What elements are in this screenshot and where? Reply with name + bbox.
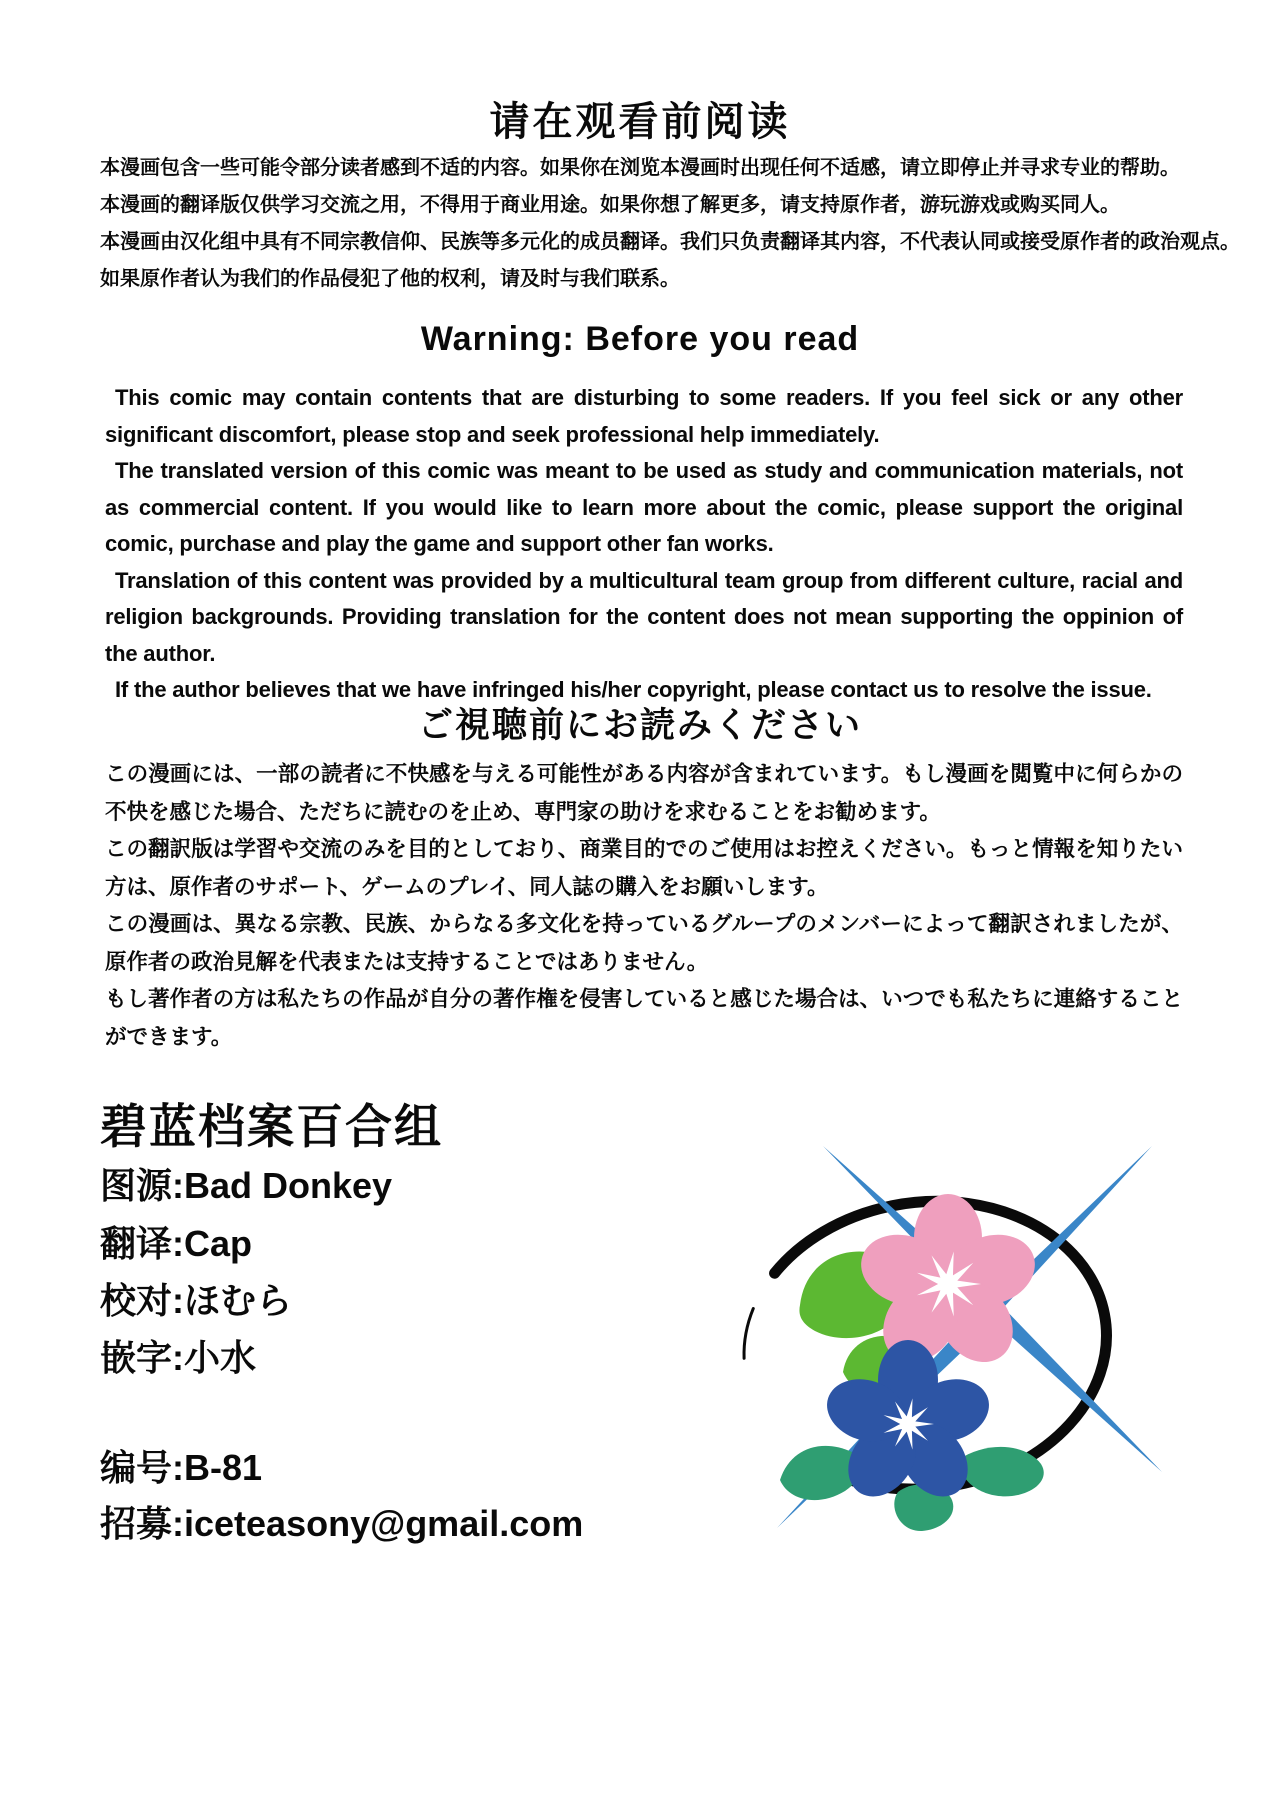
credit-typesetter: 嵌字:小水: [100, 1337, 256, 1378]
group-flower-logo-icon: [700, 1120, 1220, 1550]
japanese-paragraph: この漫画には、一部の読者に不快感を与える可能性がある内容が含まれています。もし漫画を閲覧中に何らかの不快を感じた場合、ただちに読むのを止め、専門家の助けを求むることをお勧めます。: [105, 762, 1183, 824]
english-paragraphs: [105, 380, 1183, 709]
chinese-paragraph: 本漫画由汉化组中具有不同宗教信仰、民族等多元化的成员翻译。我们只负责翻译其内容，不代表认同或接受原作者的政治观点。: [100, 231, 1240, 253]
chinese-paragraph: 本漫画的翻译版仅供学习交流之用，不得用于商业用途。如果你想了解更多，请支持原作者，游玩游戏或购买同人。: [100, 194, 1120, 216]
credit-translator: 翻译:Cap: [100, 1223, 252, 1264]
japanese-paragraphs: [105, 756, 1183, 1056]
logo-ring-thin-arc: [737, 1309, 760, 1359]
chinese-paragraph: 本漫画包含一些可能令部分读者感到不适的内容。如果你在浏览本漫画时出现任何不适感，请立即停止并寻求专业的帮助。: [100, 157, 1180, 179]
credit-serial-number: 编号:B-81: [100, 1447, 263, 1488]
japanese-title: ご視聴前にお読みください: [417, 706, 862, 745]
japanese-paragraph: もし著作者の方は私たちの作品が自分の著作権を侵害していると感じた場合は、いつでも私たちに連絡することができます。: [105, 987, 1183, 1049]
group-name: 碧蓝档案百合组: [100, 1100, 443, 1153]
english-title: Warning: Before you read: [420, 320, 860, 358]
english-paragraph: If the author believes that we have infringed his/her copyright, please contact us to resolve the issue.: [115, 677, 1152, 702]
chinese-title: 请在观看前阅读: [489, 100, 791, 144]
chinese-paragraph: 如果原作者认为我们的作品侵犯了他的权利，请及时与我们联系。: [100, 268, 680, 290]
english-paragraph: This comic may contain contents that are disturbing to some readers. If you feel sick or any other significant discomfort, please stop and seek professional help immediately.: [105, 385, 1183, 447]
english-paragraph: The translated version of this comic was meant to be used as study and communication materials, not as commercial content. If you would like to learn more about the comic, please support the original comic, purchase and play the game and support other fan works.: [105, 458, 1183, 556]
credit-proofreader: 校对:ほむら: [100, 1280, 292, 1321]
japanese-paragraph: この翻訳版は学習や交流のみを目的としており、商業目的でのご使用はお控えください。もっと情報を知りたい方は、原作者のサポート、ゲームのプレイ、同人誌の購入をお願いします。: [105, 837, 1183, 899]
credit-source: 图源:Bad Donkey: [100, 1165, 393, 1206]
japanese-paragraph: この漫画は、異なる宗教、民族、からなる多文化を持っているグループのメンバーによって翻訳されましたが、原作者の政治見解を代表または支持することではありません。: [105, 912, 1183, 974]
chinese-paragraphs: [100, 150, 1240, 298]
credit-recruit-email: 招募:iceteasony@gmail.com: [100, 1503, 584, 1544]
english-paragraph: Translation of this content was provided by a multicultural team group from different culture, racial and religion backgrounds. Providing translation for the content does not mean supporting the oppinion of the author.: [105, 567, 1183, 666]
